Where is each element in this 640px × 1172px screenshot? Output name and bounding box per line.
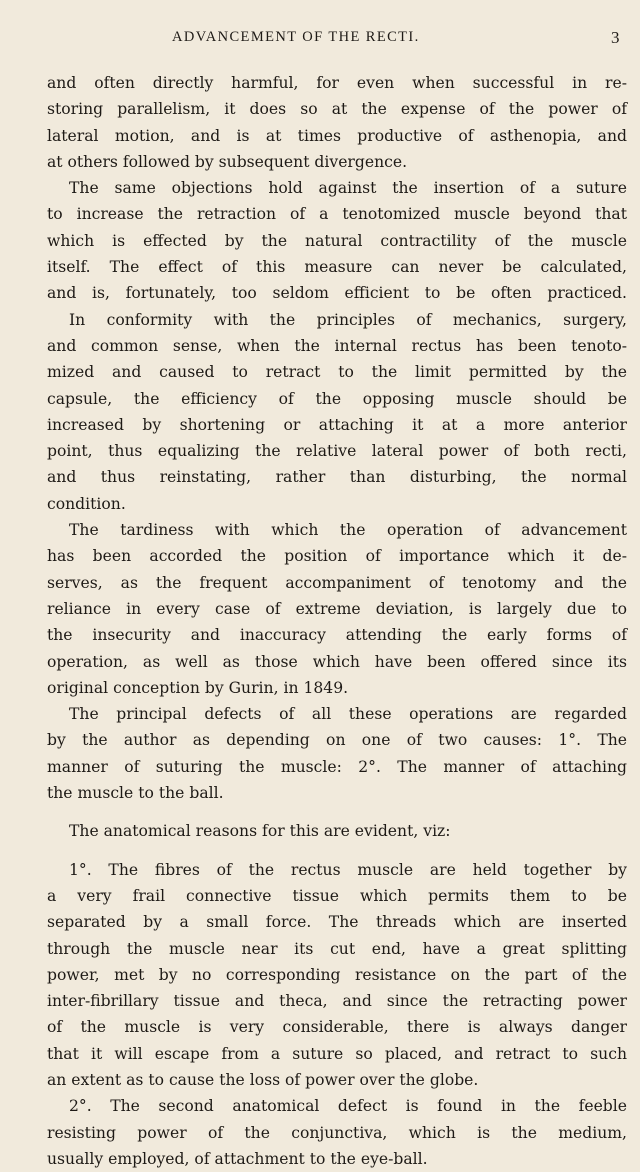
text-line: inter-fibrillary tissue and theca, and since the retracting power [47, 992, 627, 1011]
text-line: an extent as to cause the loss of power over the globe. [47, 1070, 479, 1089]
text-line: 1°. The fibres of the rectus muscle are held together by [69, 860, 627, 879]
page-header [0, 29, 640, 49]
text-line: 2°. The second anatomical defect is found in the feeble [69, 1097, 627, 1116]
text-line: usually employed, of attachment to the eye-ball. [47, 1149, 428, 1168]
text-line: reliance in every case of extreme deviation, is largely due to [47, 599, 627, 618]
text-line: separated by a small force. The threads which are inserted [47, 913, 627, 932]
text-line: of the muscle is very considerable, there is always danger [47, 1018, 627, 1037]
running-head: ADVANCEMENT OF THE RECTI. [172, 29, 420, 45]
text-line: condition. [47, 494, 126, 513]
text-line: by the author as depending on one of two causes: 1°. The [47, 731, 627, 750]
text-line: lateral motion, and is at times productive of asthenopia, and [47, 126, 627, 145]
text-line: The same objections hold against the insertion of a suture [69, 179, 627, 198]
text-line: itself. The effect of this measure can never be calculated, [47, 258, 627, 277]
text-line: In conformity with the principles of mechanics, surgery, [69, 310, 627, 329]
text-line: through the muscle near its cut end, have a great splitting [47, 939, 627, 958]
text-line: the insecurity and inaccuracy attending the early forms of [47, 626, 627, 645]
text-line: that it will escape from a suture so placed, and retract to such [47, 1044, 627, 1063]
text-line: point, thus equalizing the relative lateral power of both recti, [47, 442, 627, 461]
text-line: The tardiness with which the operation of advancement [69, 521, 627, 540]
text-line: storing parallelism, it does so at the expense of the power of [47, 100, 627, 119]
text-line: capsule, the efficiency of the opposing muscle should be [47, 389, 627, 408]
text-line: original conception by Gurin, in 1849. [47, 678, 349, 697]
text-line: and thus reinstating, rather than disturbing, the normal [47, 468, 627, 487]
text-line: and is, fortunately, too seldom efficient to be often practiced. [47, 284, 627, 303]
text-line: a very frail connective tissue which permits them to be [47, 886, 627, 905]
text-line: and common sense, when the internal rectus has been tenoto- [47, 336, 627, 355]
text-line: which is effected by the natural contractility of the muscle [47, 231, 627, 250]
text-line: The principal defects of all these operations are regarded [69, 705, 627, 724]
text-line: power, met by no corresponding resistance on the part of the [47, 965, 627, 984]
text-line: has been accorded the position of importance which it de- [47, 547, 627, 566]
paragraph-gap [47, 845, 627, 857]
text-line: mized and caused to retract to the limit permitted by the [47, 363, 627, 382]
text-line: resisting power of the conjunctiva, which is the medium, [47, 1123, 627, 1142]
body-text [47, 70, 627, 1172]
text-line: increased by shortening or attaching it at a more anterior [47, 415, 627, 434]
text-line: and often directly harmful, for even when successful in re- [47, 74, 627, 92]
page-number: 3 [611, 28, 620, 47]
text-line: serves, as the frequent accompaniment of tenotomy and the [47, 573, 627, 592]
text-line: The anatomical reasons for this are evident, viz: [69, 822, 451, 841]
paragraph-gap [47, 806, 627, 818]
text-line: at others followed by subsequent divergence. [47, 152, 408, 171]
text-line: operation, as well as those which have been offered since its [47, 652, 627, 671]
text-line: manner of suturing the muscle: 2°. The manner of attaching [47, 757, 627, 776]
text-line: to increase the retraction of a tenotomized muscle beyond that [47, 205, 627, 224]
text-line: the muscle to the ball. [47, 784, 224, 803]
